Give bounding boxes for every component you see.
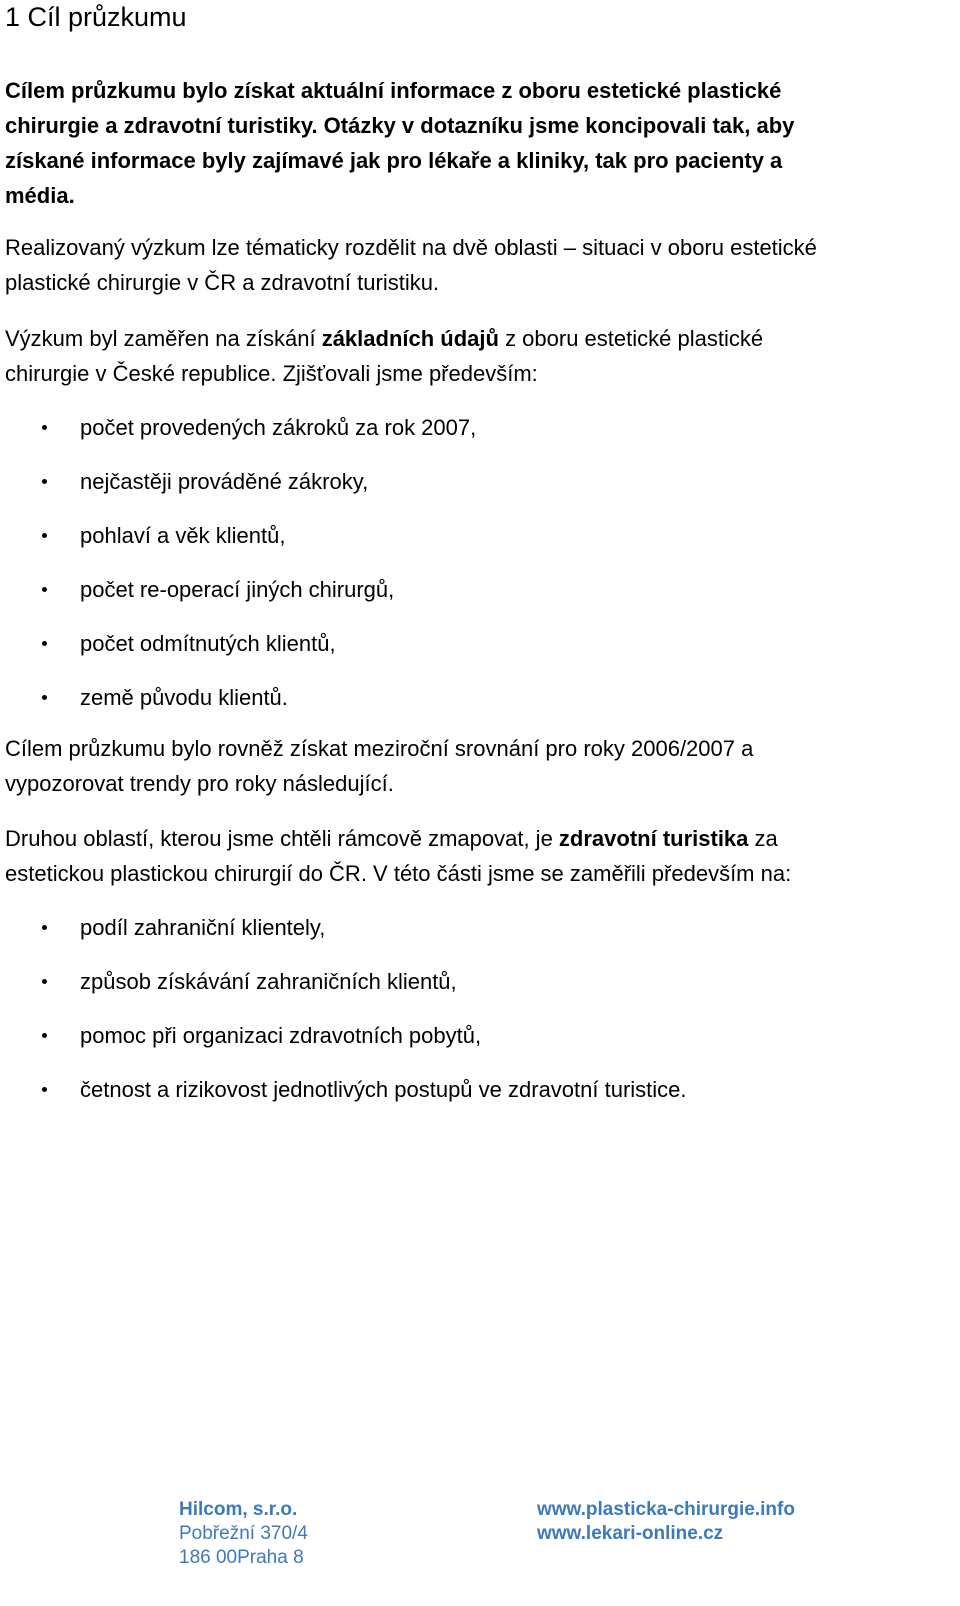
footer-address xyxy=(179,1498,308,1570)
paragraph-line: Realizovaný výzkum lze tématicky rozdělit na dvě oblasti – situaci v oboru estetické xyxy=(5,235,817,260)
list-item xyxy=(5,414,950,468)
list-item-text: země původu klientů. xyxy=(80,685,288,710)
list-item-text: četnost a rizikovost jednotlivých postupů ve zdravotní turistice. xyxy=(80,1077,687,1102)
list-item-text: počet odmítnutých klientů, xyxy=(80,631,336,656)
list-item-text: nejčastěji prováděné zákroky, xyxy=(80,469,369,494)
intro-line: získané informace byly zajímavé jak pro lékaře a kliniky, tak pro pacienty a xyxy=(5,148,783,173)
list-item-text: pomoc při organizaci zdravotních pobytů, xyxy=(80,1023,482,1048)
bullet-icon xyxy=(42,587,47,592)
health-tourism-paragraph xyxy=(5,821,950,891)
list-item xyxy=(5,968,950,1022)
paragraph-line: estetickou plastickou chirurgií do ČR. V této části jsme se zaměřili především na: xyxy=(5,861,792,886)
paragraph-line: vypozorovat trendy pro roky následující. xyxy=(5,771,394,796)
footer-street: Pobřežní 370/4 xyxy=(179,1523,308,1544)
research-areas-paragraph xyxy=(5,230,950,300)
list-item-text: pohlaví a věk klientů, xyxy=(80,523,286,548)
paragraph-line xyxy=(5,821,950,856)
paragraph-line: plastické chirurgie v ČR a zdravotní turistiku. xyxy=(5,270,440,295)
list-item-text: způsob získávání zahraničních klientů, xyxy=(80,969,457,994)
list-item xyxy=(5,1076,950,1130)
list-item-text: podíl zahraniční klientely, xyxy=(80,915,326,940)
bullet-icon xyxy=(42,979,47,984)
intro-line: Cílem průzkumu bylo získat aktuální informace z oboru estetické plastické xyxy=(5,78,782,103)
list-item xyxy=(5,1022,950,1076)
bullet-icon xyxy=(42,695,47,700)
text-run: z oboru estetické plastické xyxy=(498,326,764,351)
list-item xyxy=(5,684,950,738)
list-item xyxy=(5,468,950,522)
text-run: za xyxy=(748,826,778,851)
intro-paragraph xyxy=(5,73,950,213)
intro-line: chirurgie a zdravotní turistiky. Otázky v dotazníku jsme koncipovali tak, aby xyxy=(5,113,795,138)
bullet-icon xyxy=(42,641,47,646)
intro-line: média. xyxy=(5,183,75,208)
section-heading: 1 Cíl průzkumu xyxy=(5,2,187,32)
emphasis-text: zdravotní turistika xyxy=(558,826,749,851)
paragraph-line: Cílem průzkumu bylo rovněž získat meziroční srovnání pro roky 2006/2007 a xyxy=(5,736,754,761)
tourism-topics-list xyxy=(5,914,950,1130)
footer-website-link[interactable]: www.plasticka-chirurgie.info xyxy=(537,1499,795,1520)
footer-city: 186 00Praha 8 xyxy=(179,1547,304,1568)
bullet-icon xyxy=(42,1033,47,1038)
list-item xyxy=(5,576,950,630)
emphasis-text: základních údajů xyxy=(321,326,499,351)
text-run: Druhou oblastí, kterou jsme chtěli rámcově zmapovat, je xyxy=(5,826,559,851)
research-focus-paragraph xyxy=(5,321,950,391)
bullet-icon xyxy=(42,925,47,930)
list-item xyxy=(5,914,950,968)
bullet-icon xyxy=(42,425,47,430)
list-item-text: počet provedených zákroků za rok 2007, xyxy=(80,415,477,440)
survey-topics-list xyxy=(5,414,950,738)
list-item-text: počet re-operací jiných chirurgů, xyxy=(80,577,395,602)
paragraph-line xyxy=(5,321,950,356)
footer-website-link[interactable]: www.lekari-online.cz xyxy=(537,1523,724,1544)
footer-websites xyxy=(537,1498,795,1546)
comparison-paragraph xyxy=(5,731,950,801)
bullet-icon xyxy=(42,479,47,484)
list-item xyxy=(5,630,950,684)
text-run: Výzkum byl zaměřen na získání xyxy=(5,326,322,351)
paragraph-line: chirurgie v České republice. Zjišťovali jsme především: xyxy=(5,361,538,386)
bullet-icon xyxy=(42,533,47,538)
list-item xyxy=(5,522,950,576)
footer-company: Hilcom, s.r.o. xyxy=(179,1499,298,1520)
bullet-icon xyxy=(42,1087,47,1092)
